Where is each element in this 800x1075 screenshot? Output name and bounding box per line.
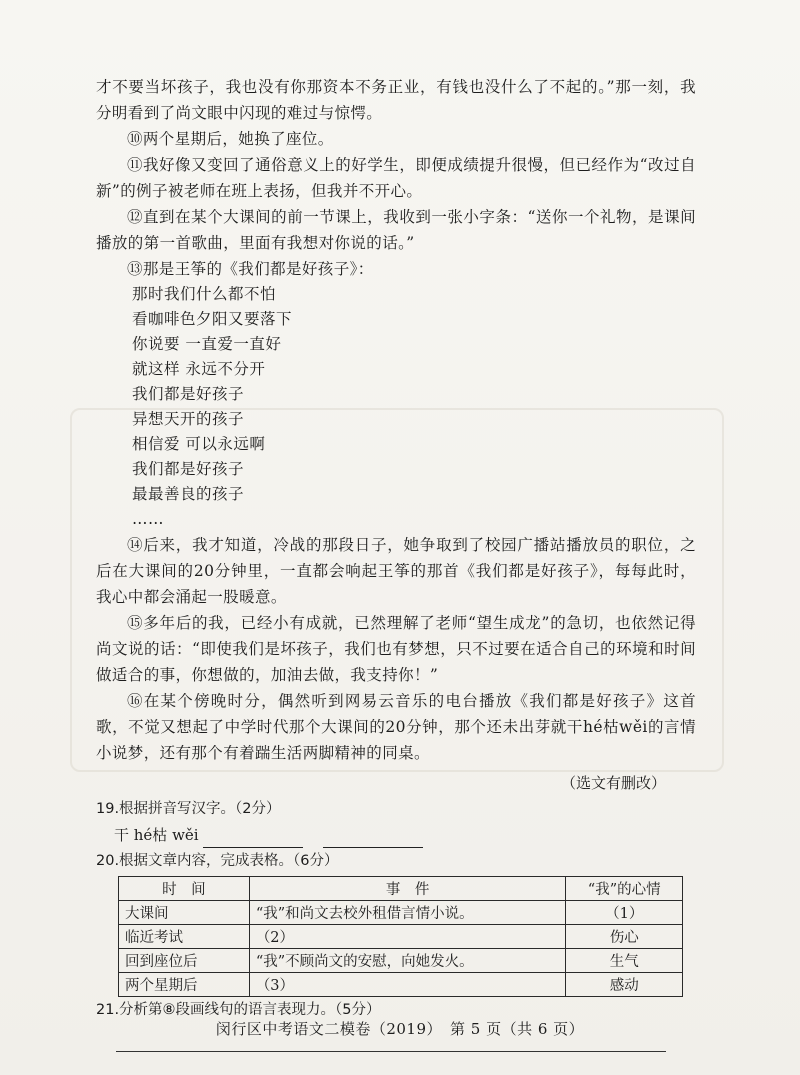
question-21: 21.分析第⑧段画线句的语言表现力。（5分） xyxy=(96,1002,381,1018)
lyric-line: …… xyxy=(132,510,164,528)
cell-time: 大课间 xyxy=(119,901,250,925)
paragraph-11: ⑪我好像又变回了通俗意义上的好学生，即便成绩提升很慢，但已经作为“改过自新”的例子被老师在班上表扬，但我并不开心。 xyxy=(96,156,696,200)
paragraph-9-end: 才不要当坏孩子，我也没有你那资本不务正业，有钱也没什么了不起的。”那一刻，我分明看到了尚文眼中闪现的难过与惊愕。 xyxy=(96,78,696,122)
paragraph-15: ⑮多年后的我，已经小有成就，已然理解了老师“望生成龙”的急切，也依然记得尚文说的话：“即使我们是坏孩子，我们也有梦想，只不过要在适合自己的环境和时间做适合的事，你想做的，加油去做，我支持你！” xyxy=(96,614,696,684)
paragraph-13: ⑬那是王筝的《我们都是好孩子》： xyxy=(127,260,374,278)
pinyin-text: 干 hé枯 wěi xyxy=(114,826,199,844)
table-row xyxy=(119,925,683,949)
question-20: 20.根据文章内容，完成表格。（6分） xyxy=(96,853,339,869)
table-row xyxy=(119,901,683,925)
lyric-line: 异想天开的孩子 xyxy=(132,410,245,428)
answer-line[interactable] xyxy=(116,1051,666,1052)
question-19-prompt xyxy=(96,822,696,848)
reading-passage xyxy=(96,74,696,1052)
cell-event[interactable]: （3） xyxy=(249,973,566,997)
cell-mood: 感动 xyxy=(566,973,683,997)
cell-mood[interactable]: （1） xyxy=(566,901,683,925)
header-mood: “我”的心情 xyxy=(566,877,683,901)
lyric-line: 你说要 一直爱一直好 xyxy=(132,335,282,353)
lyric-line: 就这样 永远不分开 xyxy=(132,360,266,378)
cell-event: “我”和尚文去校外租借言情小说。 xyxy=(249,901,566,925)
cell-time: 两个星期后 xyxy=(119,973,250,997)
song-lyrics xyxy=(96,282,696,532)
cell-event[interactable]: （2） xyxy=(249,925,566,949)
table-row xyxy=(119,973,683,997)
paragraph-12: ⑫直到在某个大课间的前一节课上，我收到一张小字条：“送你一个礼物，是课间播放的第一首歌曲，里面有我想对你说的话。” xyxy=(96,208,696,252)
lyric-line: 看咖啡色夕阳又要落下 xyxy=(132,310,293,328)
lyric-line: 我们都是好孩子 xyxy=(132,460,245,478)
cell-mood: 伤心 xyxy=(566,925,683,949)
paragraph-16: ⑯在某个傍晚时分，偶然听到网易云音乐的电台播放《我们都是好孩子》这首歌，不觉又想起了中学时代那个大课间的20分钟，那个还未出芽就干hé枯wěi的言情小说梦，还有那个有着踹生活两脚精神的同桌。 xyxy=(96,692,696,762)
question-19: 19.根据拼音写汉字。（2分） xyxy=(96,801,281,817)
header-event: 事 件 xyxy=(249,877,566,901)
lyric-line: 那时我们什么都不怕 xyxy=(132,285,277,303)
paragraph-14: ⑭后来，我才知道，冷战的那段日子，她争取到了校园广播站播放员的职位，之后在大课间的20分钟里，一直都会响起王筝的那首《我们都是好孩子》，每每此时，我心中都会涌起一股暖意。 xyxy=(96,536,696,606)
question-20-table xyxy=(118,876,683,997)
lyric-line: 最最善良的孩子 xyxy=(132,485,245,503)
cell-event: “我”不顾尚文的安慰，向她发火。 xyxy=(249,949,566,973)
cell-time: 回到座位后 xyxy=(119,949,250,973)
lyric-line: 相信爱 可以永远啊 xyxy=(132,435,266,453)
header-time: 时 间 xyxy=(119,877,250,901)
page-footer: 闵行区中考语文二模卷（2019） 第 5 页（共 6 页） xyxy=(215,1020,585,1038)
answer-blank-1[interactable] xyxy=(203,829,303,848)
table-row xyxy=(119,949,683,973)
source-note: （选文有删改） xyxy=(560,774,666,792)
cell-time: 临近考试 xyxy=(119,925,250,949)
answer-blank-2[interactable] xyxy=(323,829,423,848)
cell-mood: 生气 xyxy=(566,949,683,973)
table-header-row xyxy=(119,877,683,901)
lyric-line: 我们都是好孩子 xyxy=(132,385,245,403)
paragraph-10: ⑩两个星期后，她换了座位。 xyxy=(127,130,334,148)
